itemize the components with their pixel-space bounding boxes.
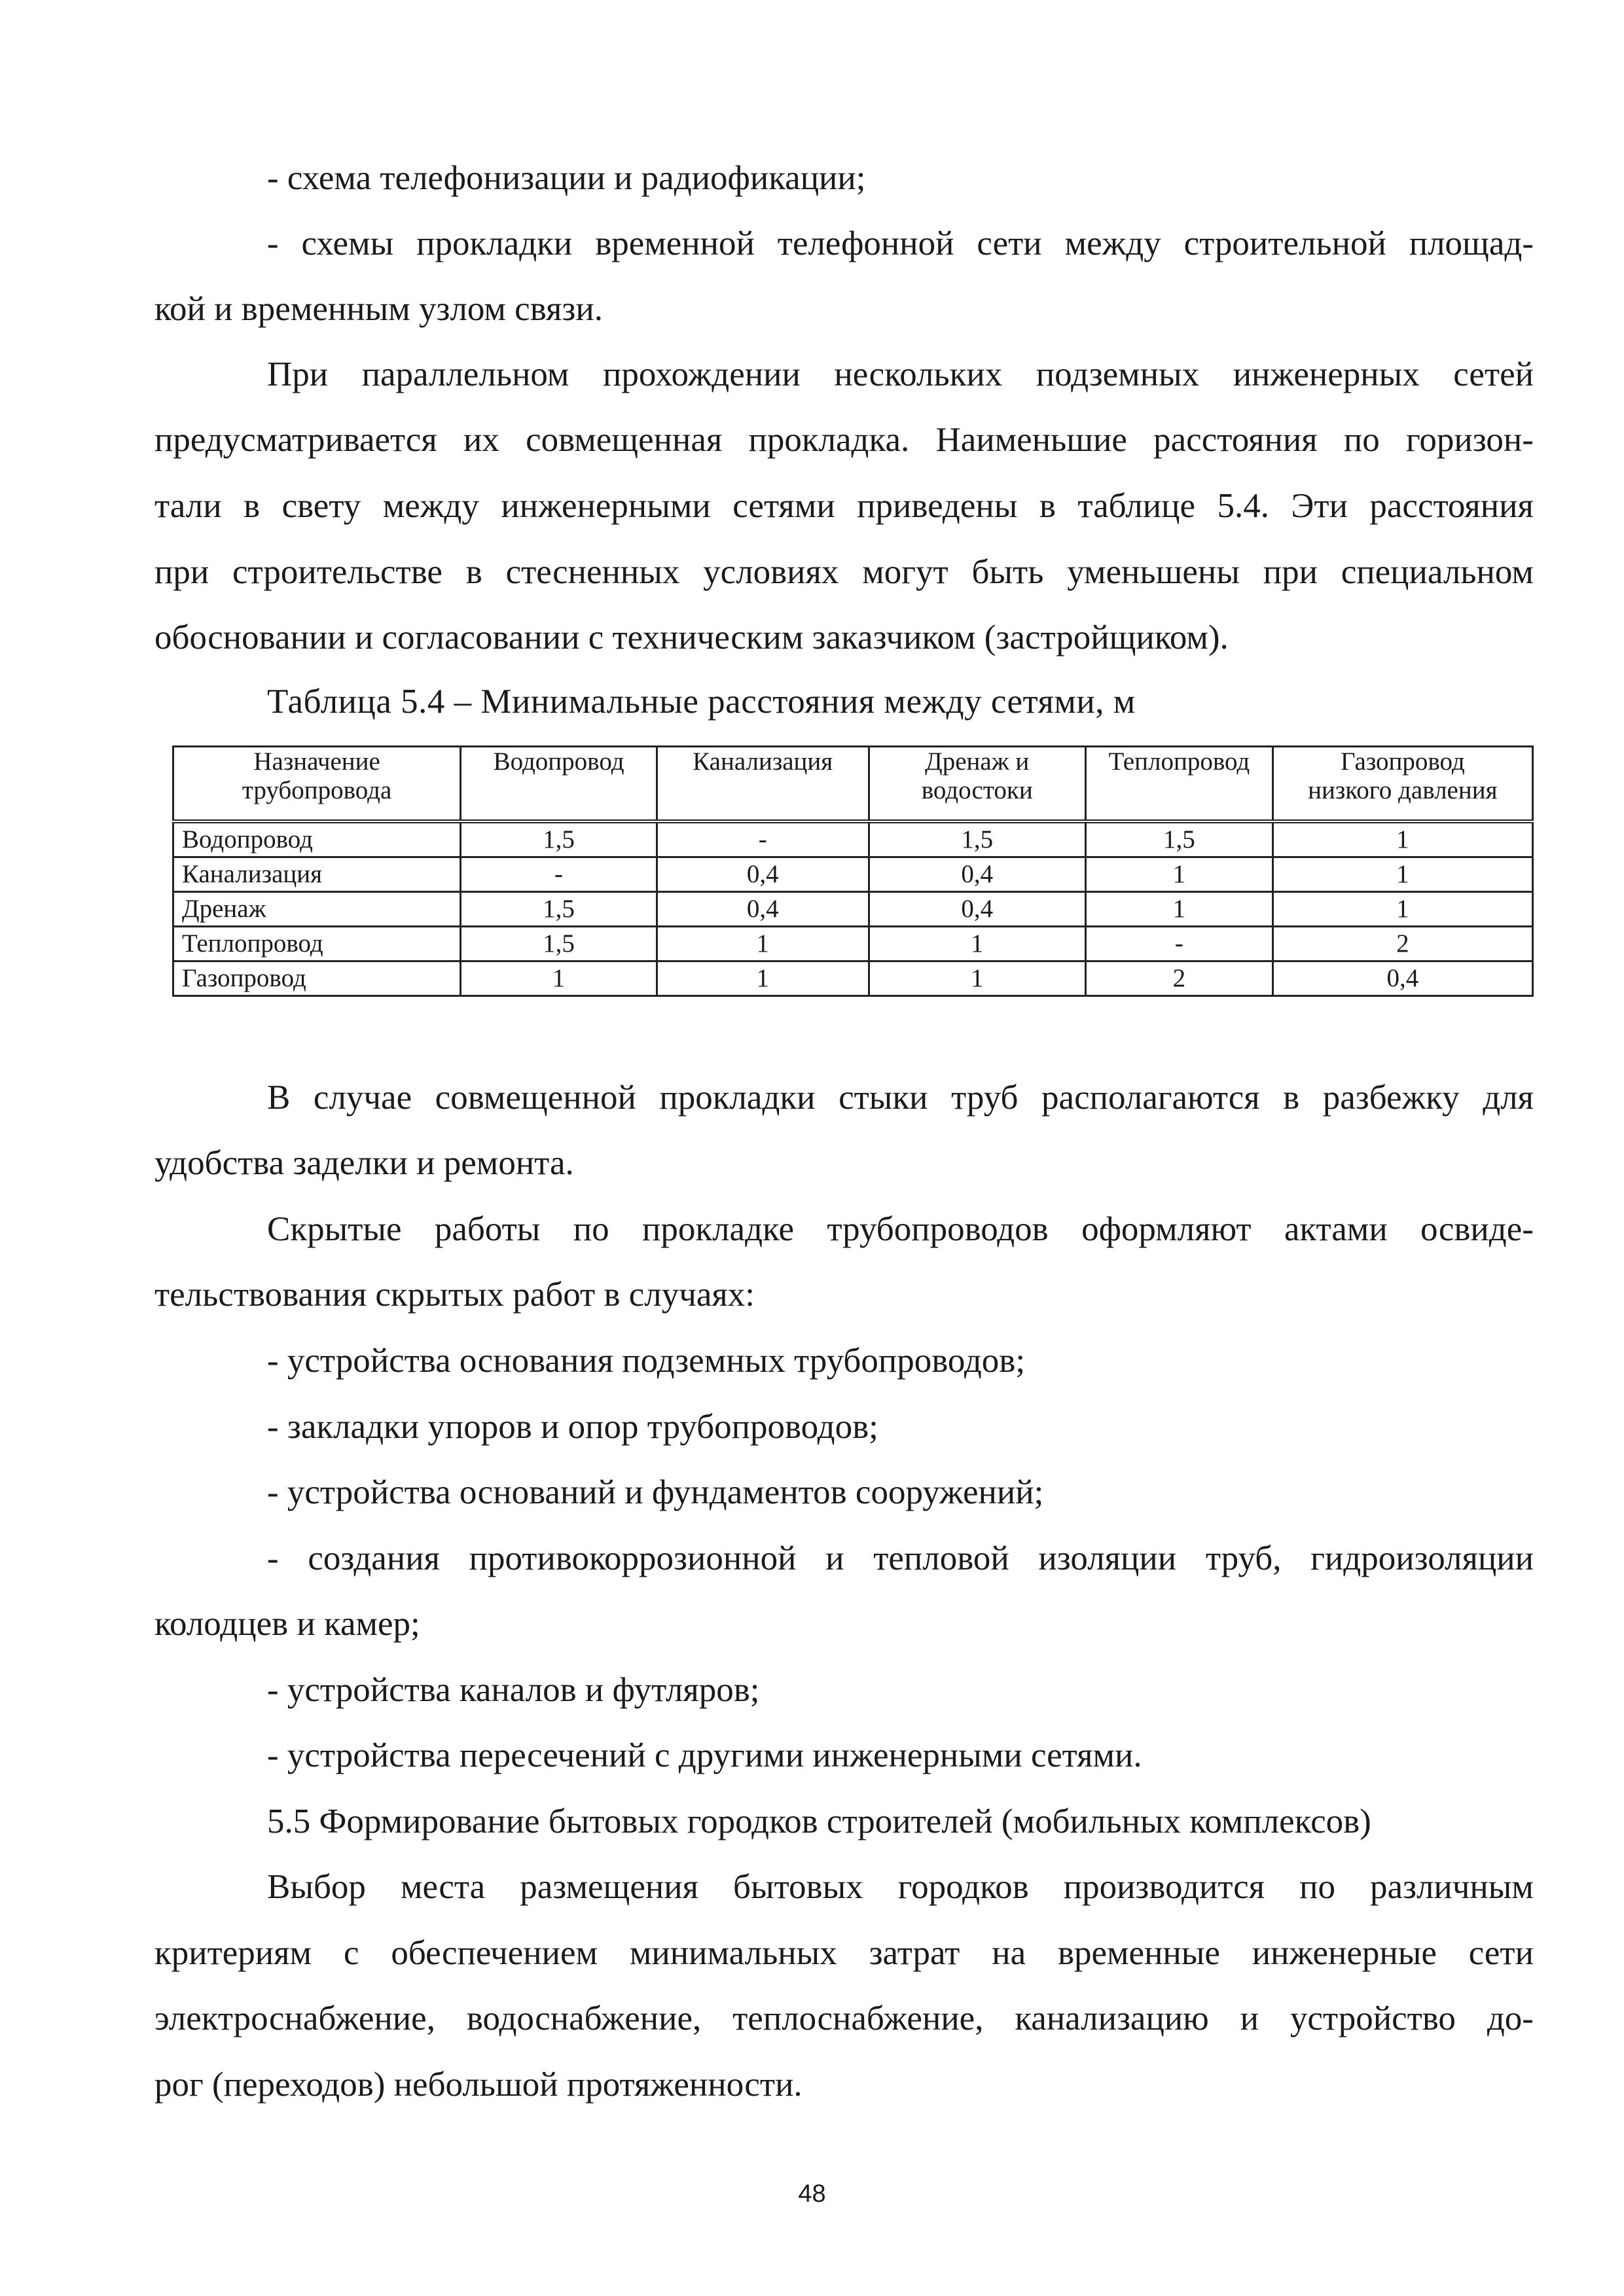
paragraph-parallel-line1: При параллельном прохождении нескольких подземных инженерных сетей [267,355,1534,393]
paragraph-joints-line2: удобства заделки и ремонта. [154,1144,574,1182]
list-item-insulation-line2: колодцев и камер; [154,1605,420,1643]
table-cell: - [1085,927,1272,961]
table-cell: 1,5 [461,821,657,857]
paragraph-parallel-line2: предусматривается их совмещенная прокладка. Наименьшие расстояния по горизон- [154,421,1534,459]
list-item-temp-network-line1: - схемы прокладки временной телефонной сети между строительной площад- [267,224,1534,262]
table-cell: 0,4 [657,892,869,927]
paragraph-parallel-line3: тали в свету между инженерными сетями приведены в таблице 5.4. Эти расстояния [154,487,1534,525]
table-header-row [173,747,1533,822]
table-row [173,857,1533,892]
table-cell: 1 [657,961,869,996]
table-cell: 2 [1085,961,1272,996]
paragraph-site-choice-line3: электроснабжение, водоснабжение, теплоснабжение, канализацию и устройство до- [154,2000,1534,2037]
list-item-telephony: - схема телефонизации и радиофикации; [267,159,866,197]
table-cell: 1 [657,927,869,961]
table-cell: - [657,821,869,857]
page-number: 48 [798,2180,826,2208]
paragraph-parallel-line4: при строительстве в стесненных условиях могут быть уменьшены при специальном [154,553,1534,591]
list-item-temp-network-line2: кой и временным узлом связи. [154,290,603,328]
header-purpose: Назначение трубопровода [173,747,461,822]
row-label: Канализация [173,857,461,892]
table-row [173,927,1533,961]
row-label: Дренаж [173,892,461,927]
table-cell: 1 [1272,821,1532,857]
table-cell: 1,5 [1085,821,1272,857]
list-item-supports: - закладки упоров и опор трубопроводов; [267,1408,878,1446]
table-cell: 0,4 [1272,961,1532,996]
row-label: Газопровод [173,961,461,996]
table-cell: 1 [869,961,1085,996]
table-row [173,892,1533,927]
table-cell: 1 [1085,892,1272,927]
table-cell: 1,5 [869,821,1085,857]
distances-table [172,745,1534,997]
list-item-crossings: - устройства пересечений с другими инженерными сетями. [267,1736,1142,1774]
table-cell: - [461,857,657,892]
paragraph-site-choice-line4: рог (переходов) небольшой протяженности. [154,2066,803,2104]
header-gas-pipe: Газопровод низкого давления [1272,747,1532,822]
table-cell: 0,4 [657,857,869,892]
paragraph-joints-line1: В случае совмещенной прокладки стыки труб располагаются в разбежку для [267,1079,1534,1117]
header-drainage: Дренаж и водостоки [869,747,1085,822]
list-item-foundation: - устройства основания подземных трубопроводов; [267,1342,1026,1380]
table-cell: 0,4 [869,857,1085,892]
header-water-supply: Водопровод [461,747,657,822]
section-heading-5-5: 5.5 Формирование бытовых городков строителей (мобильных комплексов) [267,1803,1371,1840]
row-label: Теплопровод [173,927,461,961]
paragraph-hidden-works-line1: Скрытые работы по прокладке трубопроводов оформляют актами освиде- [267,1210,1534,1248]
table-cell: 2 [1272,927,1532,961]
table-cell: 1,5 [461,927,657,961]
paragraph-hidden-works-line2: тельствования скрытых работ в случаях: [154,1276,755,1314]
table-row [173,821,1533,857]
paragraph-parallel-line5: обосновании и согласовании с техническим заказчиком (застройщиком). [154,619,1229,656]
table-cell: 1 [461,961,657,996]
table-cell: 1,5 [461,892,657,927]
table-cell: 1 [1272,857,1532,892]
table-cell: 0,4 [869,892,1085,927]
table-cell: 1 [1085,857,1272,892]
table-caption: Таблица 5.4 – Минимальные расстояния между сетями, м [267,683,1136,721]
table-row [173,961,1533,996]
list-item-insulation-line1: - создания противокоррозионной и тепловой изоляции труб, гидроизоляции [267,1539,1534,1577]
list-item-channels: - устройства каналов и футляров; [267,1671,760,1709]
table-cell: 1 [1272,892,1532,927]
list-item-bases: - устройства оснований и фундаментов сооружений; [267,1473,1044,1511]
header-sewerage: Канализация [657,747,869,822]
header-heat-pipe: Теплопровод [1085,747,1272,822]
row-label: Водопровод [173,821,461,857]
table-cell: 1 [869,927,1085,961]
paragraph-site-choice-line2: критериям с обеспечением минимальных затрат на временные инженерные сети [154,1934,1534,1972]
paragraph-site-choice-line1: Выбор места размещения бытовых городков производится по различным [267,1868,1534,1906]
